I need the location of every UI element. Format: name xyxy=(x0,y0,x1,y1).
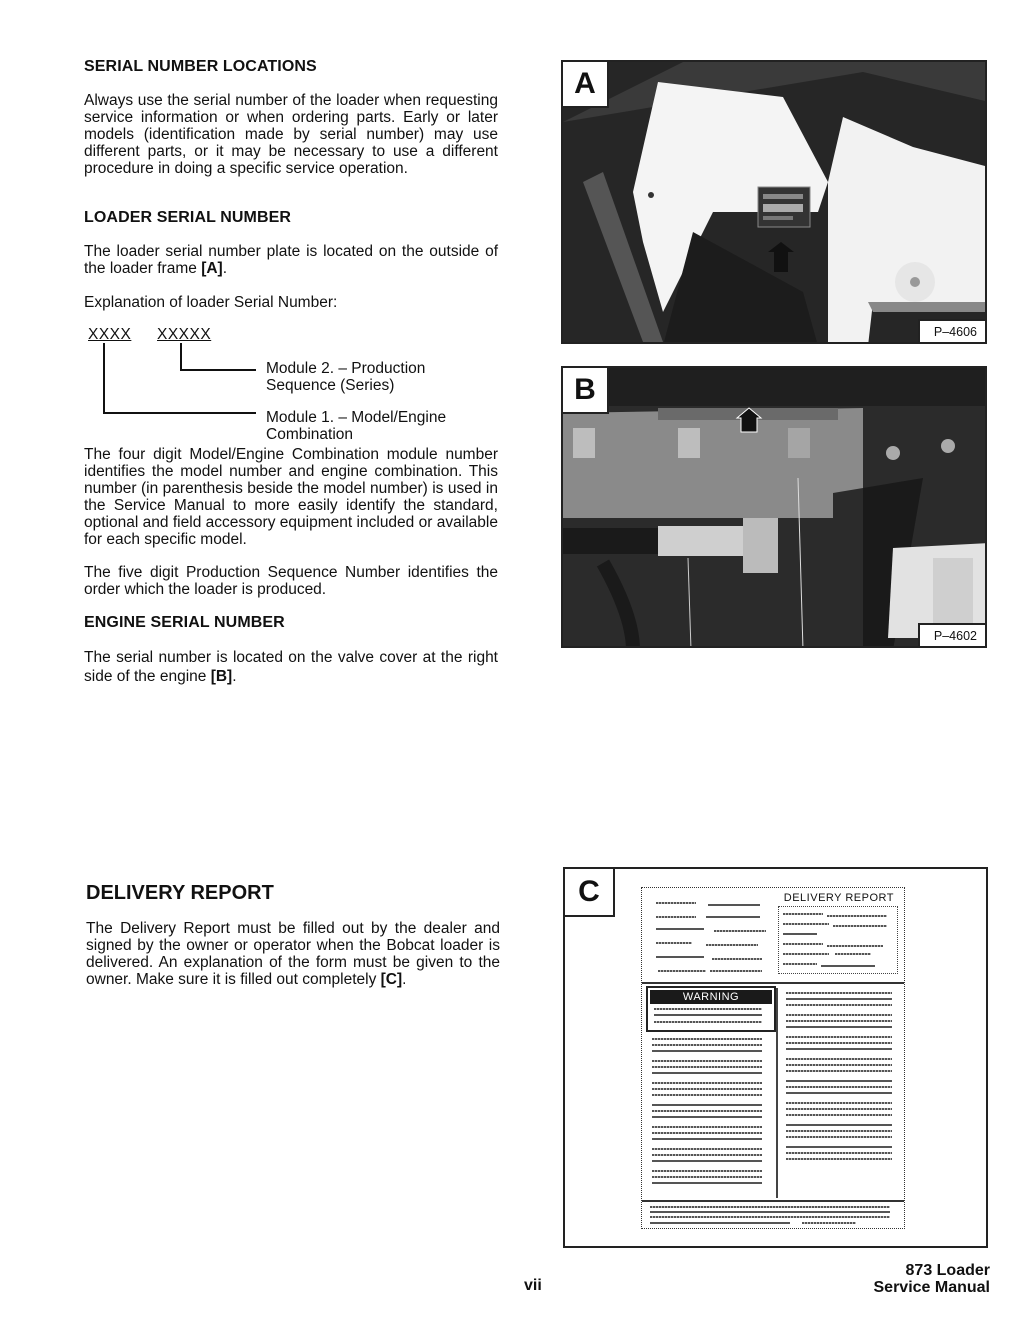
loader-serial-location-text: The loader serial number plate is located on the outside of the loader frame [A]. xyxy=(84,243,498,277)
module1-code: XXXX xyxy=(88,326,132,343)
figure-code-a: P–4606 xyxy=(918,319,985,342)
figure-ref-b: [B] xyxy=(210,668,233,685)
five-digit-paragraph: The five digit Production Sequence Number identifies the order which the loader is produced. xyxy=(84,564,498,598)
page-number: vii xyxy=(524,1277,542,1294)
warning-label: WARNING xyxy=(650,990,772,1004)
figure-c-delivery-report-form xyxy=(563,867,988,1248)
warning-box xyxy=(646,986,776,1032)
module2-connector-horizontal xyxy=(180,369,256,371)
figure-code-b: P–4602 xyxy=(918,623,985,646)
form-title: DELIVERY REPORT xyxy=(783,892,894,904)
four-digit-paragraph: The four digit Model/Engine Combination module number identifies the model number and engine combination. This number (in parenthesis beside the model number) is used in the Service Manual to more easily identify the standard, optional and field accessory equipment included or available for each specific model. xyxy=(84,446,498,548)
section-heading-loader-serial-number: LOADER SERIAL NUMBER xyxy=(84,209,292,226)
loader-frame-photo xyxy=(563,62,987,344)
module1-connector-vertical xyxy=(103,343,105,413)
module2-label: Module 2. – Production Sequence (Series) xyxy=(266,360,426,394)
figure-label-b: B xyxy=(563,368,609,414)
serial-explanation-label: Explanation of loader Serial Number: xyxy=(84,294,338,311)
engine-serial-location-text: The serial number is located on the valve cover at the right side of the engine [B]. xyxy=(84,649,498,685)
section-heading-delivery-report: DELIVERY REPORT xyxy=(86,882,274,904)
delivery-report-text: The Delivery Report must be filled out by the dealer and signed by the owner or operator when the Bobcat loader is delivered. An explanation of the form must be given to the owner. Make sure it is filled out completely [C]. xyxy=(86,920,500,988)
figure-label-a: A xyxy=(563,62,609,108)
figure-label-c: C xyxy=(565,869,615,917)
module2-connector-vertical xyxy=(180,343,182,370)
form-info-box xyxy=(778,906,898,974)
engine-valve-cover-photo xyxy=(563,368,987,648)
section-heading-engine-serial-number: ENGINE SERIAL NUMBER xyxy=(84,614,285,631)
figure-b-photo xyxy=(561,366,987,648)
module2-code: XXXXX xyxy=(157,326,212,343)
manual-title: 873 Loader Service Manual xyxy=(873,1262,990,1296)
figure-a-photo xyxy=(561,60,987,344)
section-heading-serial-number-locations: SERIAL NUMBER LOCATIONS xyxy=(84,58,317,75)
module1-label: Module 1. – Model/Engine Combination xyxy=(266,409,447,443)
figure-ref-a: [A] xyxy=(201,260,223,277)
serial-locations-intro: Always use the serial number of the loader when requesting service information or when ordering parts. Early or later models (identification made by serial number) may use different parts, or it may be necessary to use a different procedure in doing a specific service operation. xyxy=(84,92,498,177)
figure-ref-c: [C] xyxy=(380,971,403,988)
delivery-report-form-illustration xyxy=(641,887,905,1229)
module1-connector-horizontal xyxy=(103,412,256,414)
